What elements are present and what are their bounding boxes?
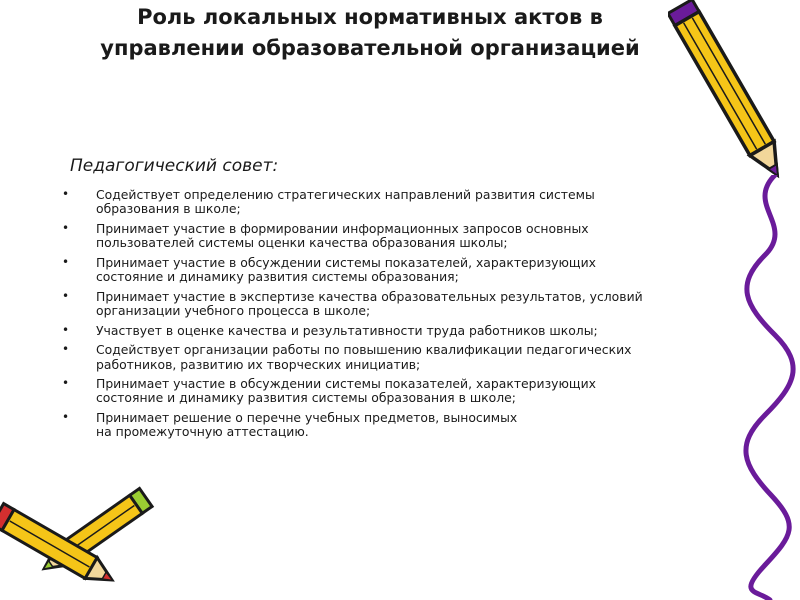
list-item-text-line-2: пользователей системы оценки качества образования школы; — [96, 235, 508, 251]
list-item — [58, 290, 738, 318]
bullet-icon: • — [62, 220, 70, 235]
pencil-top-right-icon — [668, 0, 800, 200]
list-item — [58, 222, 738, 250]
list-item-continuation: на промежуточную аттестацию. — [96, 424, 309, 440]
bullet-icon: • — [62, 376, 70, 391]
list-item-text-line-1: Принимает участие в обсуждении системы показателей, характеризующих — [96, 376, 596, 392]
list-item-text-line-1: Содействует организации работы по повышению квалификации педагогических — [96, 342, 632, 358]
list-item-text-line-1: Содействует определению стратегических направлений развития системы — [96, 187, 595, 202]
bullet-icon: • — [62, 410, 70, 425]
section-heading: Педагогический совет: — [70, 156, 279, 176]
bullet-list — [58, 188, 738, 445]
list-item — [58, 324, 738, 338]
list-item-text-line-2: работников, развитию их творческих инициатив; — [96, 356, 421, 372]
list-item-text-line-1: Принимает решение о перечне учебных предметов, выносимых — [96, 410, 518, 426]
list-item — [58, 411, 738, 439]
bullet-icon: • — [62, 322, 70, 337]
list-item — [58, 377, 738, 405]
list-item-text-line-2: образования в школе; — [96, 201, 241, 217]
slide-title-line-1: Роль локальных нормативных актов в — [137, 5, 603, 29]
squiggle-line-icon — [735, 175, 800, 600]
list-item-text-line-2: состояние и динамику развития системы образования; — [96, 269, 459, 285]
list-item — [58, 256, 738, 284]
bullet-icon: • — [62, 342, 70, 357]
list-item-text-line-1: Принимает участие в экспертизе качества образовательных результатов, условий — [96, 288, 643, 304]
slide-title — [60, 2, 680, 64]
bullet-icon: • — [62, 254, 70, 269]
slide-title-line-2: управлении образовательной организацией — [100, 36, 640, 60]
list-item — [58, 188, 738, 216]
list-item — [58, 343, 738, 371]
list-item-text-line-2: состояние и динамику развития системы образования в школе; — [96, 390, 516, 406]
list-item-text-line-1: Принимает участие в обсуждении системы показателей, характеризующих — [96, 254, 596, 270]
list-item-text-line-2: организации учебного процесса в школе; — [96, 302, 371, 318]
list-item-text-line-1: Принимает участие в формировании информационных запросов основных — [96, 220, 589, 236]
list-item-text-line-1: Участвует в оценке качества и результативности труда работников школы; — [96, 322, 598, 338]
bullet-icon: • — [62, 187, 70, 201]
bullet-icon: • — [62, 288, 70, 303]
pencils-bottom-left-icon — [0, 478, 175, 600]
